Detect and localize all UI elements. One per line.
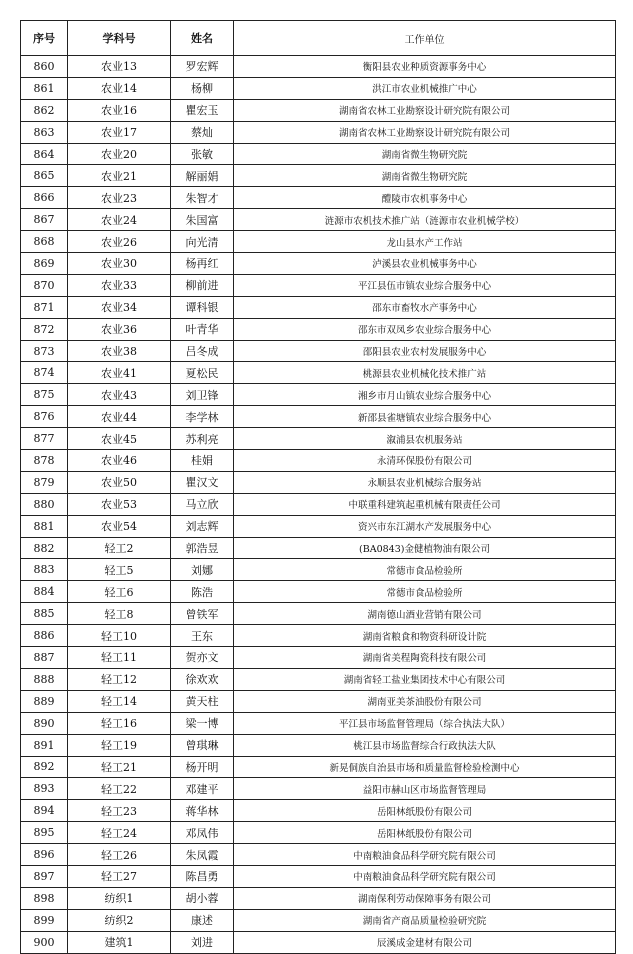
table-row bbox=[21, 865, 616, 887]
cell-name: 马立欣 bbox=[171, 493, 234, 515]
cell-name: 杨柳 bbox=[171, 77, 234, 99]
cell-serial: 891 bbox=[21, 734, 68, 756]
header-serial: 序号 bbox=[21, 21, 68, 56]
cell-serial: 868 bbox=[21, 231, 68, 253]
cell-subject-code: 农业33 bbox=[68, 274, 171, 296]
table-row bbox=[21, 428, 616, 450]
cell-work-unit: 泸溪县农业机械事务中心 bbox=[234, 253, 616, 275]
cell-serial: 894 bbox=[21, 800, 68, 822]
table-row bbox=[21, 231, 616, 253]
cell-work-unit: 湖南省美程陶瓷科技有限公司 bbox=[234, 647, 616, 669]
cell-subject-code: 农业14 bbox=[68, 77, 171, 99]
cell-work-unit: 辰溪成金建材有限公司 bbox=[234, 931, 616, 953]
cell-subject-code: 农业16 bbox=[68, 99, 171, 121]
cell-serial: 867 bbox=[21, 209, 68, 231]
cell-work-unit: 桃源县农业机械化技术推广站 bbox=[234, 362, 616, 384]
cell-subject-code: 农业23 bbox=[68, 187, 171, 209]
cell-serial: 896 bbox=[21, 844, 68, 866]
cell-serial: 895 bbox=[21, 822, 68, 844]
cell-serial: 885 bbox=[21, 603, 68, 625]
cell-work-unit: 岳阳林纸股份有限公司 bbox=[234, 822, 616, 844]
cell-name: 谭科银 bbox=[171, 296, 234, 318]
table-row bbox=[21, 712, 616, 734]
table-row bbox=[21, 756, 616, 778]
cell-subject-code: 轻工27 bbox=[68, 865, 171, 887]
cell-serial: 861 bbox=[21, 77, 68, 99]
cell-serial: 877 bbox=[21, 428, 68, 450]
table-row bbox=[21, 581, 616, 603]
header-work-unit: 工作单位 bbox=[234, 21, 616, 56]
cell-work-unit: 湖南省粮食和物资科研设计院 bbox=[234, 625, 616, 647]
cell-name: 刘志辉 bbox=[171, 515, 234, 537]
table-row bbox=[21, 121, 616, 143]
cell-serial: 874 bbox=[21, 362, 68, 384]
table-row bbox=[21, 822, 616, 844]
cell-name: 康述 bbox=[171, 909, 234, 931]
cell-name: 解丽娟 bbox=[171, 165, 234, 187]
cell-serial: 875 bbox=[21, 384, 68, 406]
cell-subject-code: 轻工21 bbox=[68, 756, 171, 778]
cell-subject-code: 农业38 bbox=[68, 340, 171, 362]
cell-subject-code: 轻工23 bbox=[68, 800, 171, 822]
cell-work-unit: 醴陵市农机事务中心 bbox=[234, 187, 616, 209]
cell-subject-code: 农业53 bbox=[68, 493, 171, 515]
cell-subject-code: 建筑1 bbox=[68, 931, 171, 953]
cell-subject-code: 农业21 bbox=[68, 165, 171, 187]
cell-work-unit: 衡阳县农业种质资源事务中心 bbox=[234, 56, 616, 78]
cell-name: 陈昌勇 bbox=[171, 865, 234, 887]
cell-serial: 873 bbox=[21, 340, 68, 362]
cell-subject-code: 轻工26 bbox=[68, 844, 171, 866]
cell-serial: 878 bbox=[21, 450, 68, 472]
cell-work-unit: 永顺县农业机械综合服务站 bbox=[234, 471, 616, 493]
cell-work-unit: 常德市食品检验所 bbox=[234, 581, 616, 603]
table-row bbox=[21, 274, 616, 296]
cell-work-unit: 资兴市东江湖水产发展服务中心 bbox=[234, 515, 616, 537]
cell-name: 叶青华 bbox=[171, 318, 234, 340]
cell-subject-code: 农业43 bbox=[68, 384, 171, 406]
cell-serial: 883 bbox=[21, 559, 68, 581]
table-row bbox=[21, 909, 616, 931]
table-row bbox=[21, 165, 616, 187]
cell-work-unit: 桃江县市场监督综合行政执法大队 bbox=[234, 734, 616, 756]
cell-serial: 889 bbox=[21, 690, 68, 712]
cell-name: 杨再红 bbox=[171, 253, 234, 275]
cell-name: 徐欢欢 bbox=[171, 668, 234, 690]
cell-serial: 900 bbox=[21, 931, 68, 953]
cell-serial: 893 bbox=[21, 778, 68, 800]
cell-serial: 872 bbox=[21, 318, 68, 340]
cell-name: 刘进 bbox=[171, 931, 234, 953]
cell-subject-code: 农业30 bbox=[68, 253, 171, 275]
cell-subject-code: 轻工24 bbox=[68, 822, 171, 844]
cell-work-unit: 岳阳林纸股份有限公司 bbox=[234, 800, 616, 822]
cell-subject-code: 农业20 bbox=[68, 143, 171, 165]
cell-name: 罗宏辉 bbox=[171, 56, 234, 78]
cell-subject-code: 轻工14 bbox=[68, 690, 171, 712]
cell-work-unit: 湖南省微生物研究院 bbox=[234, 143, 616, 165]
header-subject-code: 学科号 bbox=[68, 21, 171, 56]
cell-subject-code: 农业17 bbox=[68, 121, 171, 143]
cell-subject-code: 纺织2 bbox=[68, 909, 171, 931]
cell-name: 朱凤霞 bbox=[171, 844, 234, 866]
cell-work-unit: 湖南省微生物研究院 bbox=[234, 165, 616, 187]
table-row bbox=[21, 690, 616, 712]
cell-work-unit: 新晃侗族自治县市场和质量监督检验检测中心 bbox=[234, 756, 616, 778]
table-row bbox=[21, 253, 616, 275]
cell-work-unit: 邵东市畜牧水产事务中心 bbox=[234, 296, 616, 318]
cell-subject-code: 轻工10 bbox=[68, 625, 171, 647]
cell-serial: 879 bbox=[21, 471, 68, 493]
table-row bbox=[21, 209, 616, 231]
cell-serial: 870 bbox=[21, 274, 68, 296]
cell-name: 蔡灿 bbox=[171, 121, 234, 143]
table-row bbox=[21, 778, 616, 800]
table-row bbox=[21, 668, 616, 690]
cell-work-unit: 常德市食品检验所 bbox=[234, 559, 616, 581]
cell-work-unit: 洪江市农业机械推广中心 bbox=[234, 77, 616, 99]
table-row bbox=[21, 99, 616, 121]
cell-name: 向光清 bbox=[171, 231, 234, 253]
cell-name: 梁一博 bbox=[171, 712, 234, 734]
cell-work-unit: 湖南省农林工业勘察设计研究院有限公司 bbox=[234, 121, 616, 143]
header-row bbox=[21, 21, 616, 56]
table-row bbox=[21, 318, 616, 340]
cell-serial: 880 bbox=[21, 493, 68, 515]
cell-name: 陈浩 bbox=[171, 581, 234, 603]
cell-subject-code: 农业34 bbox=[68, 296, 171, 318]
table-row bbox=[21, 77, 616, 99]
cell-serial: 866 bbox=[21, 187, 68, 209]
cell-work-unit: 溆浦县农机服务站 bbox=[234, 428, 616, 450]
cell-work-unit: 新邵县雀塘镇农业综合服务中心 bbox=[234, 406, 616, 428]
table-row bbox=[21, 931, 616, 953]
cell-serial: 882 bbox=[21, 537, 68, 559]
cell-work-unit: 湘乡市月山镇农业综合服务中心 bbox=[234, 384, 616, 406]
cell-subject-code: 轻工22 bbox=[68, 778, 171, 800]
cell-subject-code: 农业54 bbox=[68, 515, 171, 537]
cell-subject-code: 农业13 bbox=[68, 56, 171, 78]
roster-table bbox=[20, 20, 616, 954]
cell-subject-code: 农业41 bbox=[68, 362, 171, 384]
table-row bbox=[21, 537, 616, 559]
cell-work-unit: 湖南德山酒业营销有限公司 bbox=[234, 603, 616, 625]
table-row bbox=[21, 647, 616, 669]
cell-name: 邓建平 bbox=[171, 778, 234, 800]
cell-work-unit: 湖南省产商品质量检验研究院 bbox=[234, 909, 616, 931]
cell-serial: 888 bbox=[21, 668, 68, 690]
cell-serial: 884 bbox=[21, 581, 68, 603]
cell-name: 贺亦文 bbox=[171, 647, 234, 669]
cell-serial: 876 bbox=[21, 406, 68, 428]
cell-name: 蒋华林 bbox=[171, 800, 234, 822]
cell-work-unit: 湖南省农林工业勘察设计研究院有限公司 bbox=[234, 99, 616, 121]
cell-serial: 864 bbox=[21, 143, 68, 165]
cell-name: 郭浩昱 bbox=[171, 537, 234, 559]
cell-serial: 892 bbox=[21, 756, 68, 778]
cell-name: 柳前进 bbox=[171, 274, 234, 296]
cell-name: 王东 bbox=[171, 625, 234, 647]
cell-work-unit: 中南粮油食品科学研究院有限公司 bbox=[234, 844, 616, 866]
cell-name: 朱智才 bbox=[171, 187, 234, 209]
cell-serial: 860 bbox=[21, 56, 68, 78]
table-row bbox=[21, 800, 616, 822]
cell-subject-code: 农业45 bbox=[68, 428, 171, 450]
table-row bbox=[21, 603, 616, 625]
table-row bbox=[21, 384, 616, 406]
table-row bbox=[21, 625, 616, 647]
table-row bbox=[21, 296, 616, 318]
cell-subject-code: 轻工12 bbox=[68, 668, 171, 690]
cell-serial: 886 bbox=[21, 625, 68, 647]
cell-name: 苏利亮 bbox=[171, 428, 234, 450]
cell-subject-code: 轻工11 bbox=[68, 647, 171, 669]
cell-work-unit: 中南粮油食品科学研究院有限公司 bbox=[234, 865, 616, 887]
cell-work-unit: 邵东市双凤乡农业综合服务中心 bbox=[234, 318, 616, 340]
cell-subject-code: 农业24 bbox=[68, 209, 171, 231]
cell-subject-code: 轻工16 bbox=[68, 712, 171, 734]
cell-work-unit: 益阳市赫山区市场监督管理局 bbox=[234, 778, 616, 800]
table-header bbox=[21, 21, 616, 56]
cell-name: 张敏 bbox=[171, 143, 234, 165]
table-row bbox=[21, 493, 616, 515]
cell-name: 曾铁军 bbox=[171, 603, 234, 625]
cell-name: 刘卫锋 bbox=[171, 384, 234, 406]
cell-subject-code: 农业46 bbox=[68, 450, 171, 472]
cell-name: 邓凤伟 bbox=[171, 822, 234, 844]
cell-subject-code: 轻工6 bbox=[68, 581, 171, 603]
cell-work-unit: 湖南省轻工盐业集团技术中心有限公司 bbox=[234, 668, 616, 690]
cell-work-unit: 永清环保股份有限公司 bbox=[234, 450, 616, 472]
cell-name: 桂娟 bbox=[171, 450, 234, 472]
cell-name: 朱国富 bbox=[171, 209, 234, 231]
cell-serial: 897 bbox=[21, 865, 68, 887]
cell-subject-code: 轻工2 bbox=[68, 537, 171, 559]
header-name: 姓名 bbox=[171, 21, 234, 56]
cell-name: 杨开明 bbox=[171, 756, 234, 778]
cell-serial: 869 bbox=[21, 253, 68, 275]
table-row bbox=[21, 450, 616, 472]
cell-name: 黄天柱 bbox=[171, 690, 234, 712]
cell-subject-code: 农业44 bbox=[68, 406, 171, 428]
cell-name: 李学林 bbox=[171, 406, 234, 428]
table-body bbox=[21, 56, 616, 954]
cell-serial: 899 bbox=[21, 909, 68, 931]
cell-name: 夏松民 bbox=[171, 362, 234, 384]
table-row bbox=[21, 515, 616, 537]
cell-subject-code: 农业36 bbox=[68, 318, 171, 340]
table-row bbox=[21, 340, 616, 362]
table-row bbox=[21, 187, 616, 209]
table-row bbox=[21, 887, 616, 909]
cell-work-unit: (BA0843)金健植物油有限公司 bbox=[234, 537, 616, 559]
cell-serial: 898 bbox=[21, 887, 68, 909]
table-row bbox=[21, 143, 616, 165]
cell-name: 吕冬成 bbox=[171, 340, 234, 362]
cell-serial: 862 bbox=[21, 99, 68, 121]
cell-subject-code: 纺织1 bbox=[68, 887, 171, 909]
cell-work-unit: 湖南保利劳动保障事务有限公司 bbox=[234, 887, 616, 909]
cell-serial: 887 bbox=[21, 647, 68, 669]
table-row bbox=[21, 362, 616, 384]
cell-subject-code: 农业26 bbox=[68, 231, 171, 253]
cell-serial: 890 bbox=[21, 712, 68, 734]
table-row bbox=[21, 471, 616, 493]
table-row bbox=[21, 56, 616, 78]
cell-work-unit: 涟源市农机技术推广站（涟源市农业机械学校） bbox=[234, 209, 616, 231]
cell-subject-code: 轻工5 bbox=[68, 559, 171, 581]
cell-work-unit: 湖南亚美茶油股份有限公司 bbox=[234, 690, 616, 712]
cell-serial: 871 bbox=[21, 296, 68, 318]
cell-work-unit: 龙山县水产工作站 bbox=[234, 231, 616, 253]
cell-serial: 881 bbox=[21, 515, 68, 537]
cell-name: 瞿宏玉 bbox=[171, 99, 234, 121]
table-row bbox=[21, 559, 616, 581]
cell-name: 胡小蓉 bbox=[171, 887, 234, 909]
cell-work-unit: 邵阳县农业农村发展服务中心 bbox=[234, 340, 616, 362]
cell-work-unit: 平江县市场监督管理局（综合执法大队） bbox=[234, 712, 616, 734]
cell-name: 瞿汉文 bbox=[171, 471, 234, 493]
table-row bbox=[21, 844, 616, 866]
cell-name: 刘娜 bbox=[171, 559, 234, 581]
cell-subject-code: 轻工19 bbox=[68, 734, 171, 756]
cell-work-unit: 中联重科建筑起重机械有限责任公司 bbox=[234, 493, 616, 515]
table-row bbox=[21, 734, 616, 756]
cell-subject-code: 农业50 bbox=[68, 471, 171, 493]
cell-serial: 863 bbox=[21, 121, 68, 143]
cell-subject-code: 轻工8 bbox=[68, 603, 171, 625]
cell-name: 曾琪琳 bbox=[171, 734, 234, 756]
cell-work-unit: 平江县伍市镇农业综合服务中心 bbox=[234, 274, 616, 296]
cell-serial: 865 bbox=[21, 165, 68, 187]
table-row bbox=[21, 406, 616, 428]
